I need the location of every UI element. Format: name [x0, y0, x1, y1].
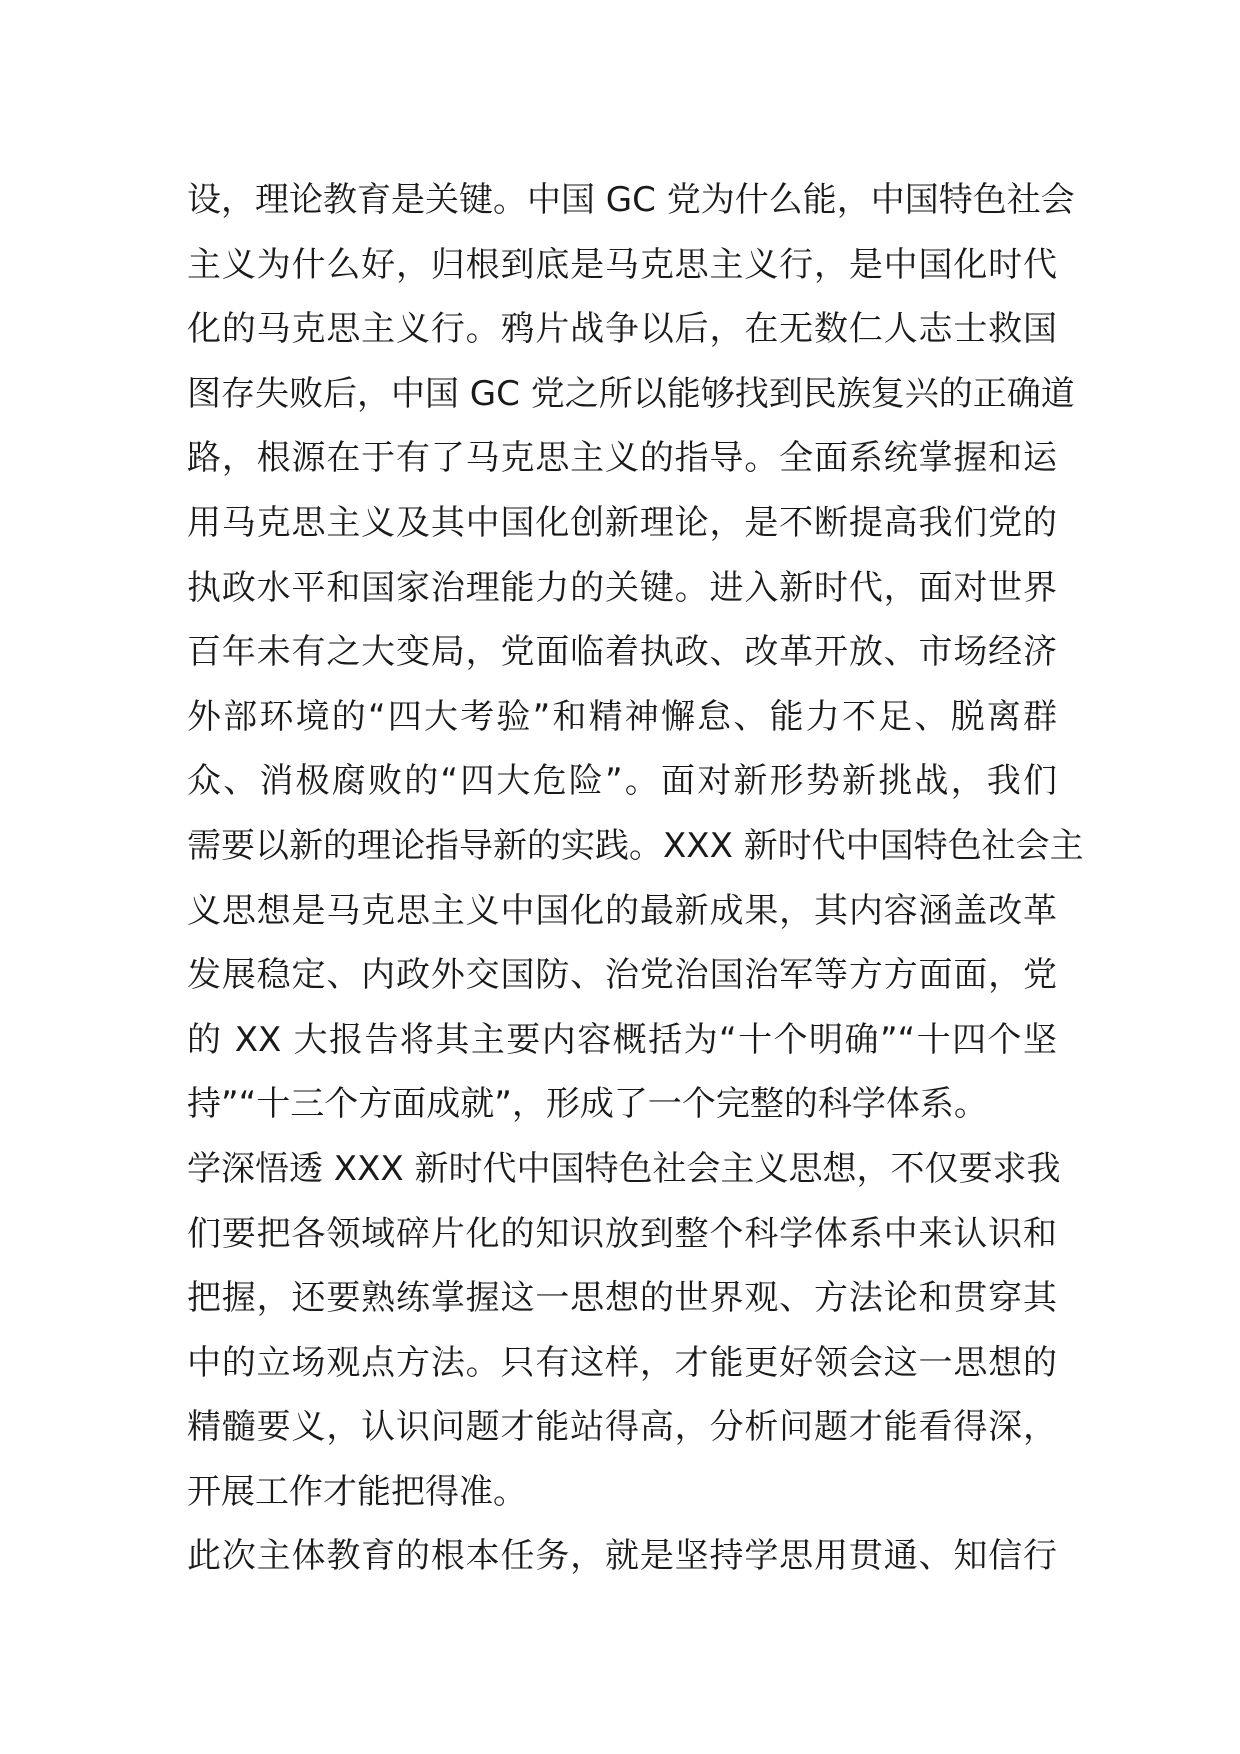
text-line: 用马克思主义及其中国化创新理论，是不断提高我们党的	[187, 502, 1057, 543]
text-line: 义思想是马克思主义中国化的最新成果，其内容涵盖改革	[187, 890, 1057, 931]
text-line: 主义为什么好，归根到底是马克思主义行，是中国化时代	[187, 244, 1057, 285]
text-line: 精髓要义，认识问题才能站得高，分析问题才能看得深，	[187, 1407, 1057, 1448]
text-line: 中的立场观点方法。只有这样，才能更好领会这一思想的	[187, 1342, 1057, 1383]
text-line: 百年未有之大变局，党面临着执政、改革开放、市场经济	[187, 632, 1057, 673]
text-line: 路，根源在于有了马克思主义的指导。全面系统掌握和运	[187, 438, 1057, 479]
text-line: 发展稳定、内政外交国防、治党治国治军等方方面面，党	[187, 955, 1057, 996]
text-line: 此次主体教育的根本任务，就是坚持学思用贯通、知信行	[187, 1536, 1057, 1577]
text-line: 图存失败后，中国 GC 党之所以能够找到民族复兴的正确道	[187, 373, 1075, 414]
text-line: 化的马克思主义行。鸦片战争以后，在无数仁人志士救国	[187, 309, 1057, 350]
text-line: 众、消极腐败的“四大危险”。面对新形势新挑战，我们	[187, 761, 1057, 802]
text-line: 把握，还要熟练掌握这一思想的世界观、方法论和贯穿其	[187, 1278, 1057, 1319]
text-line: 学深悟透 XXX 新时代中国特色社会主义思想，不仅要求我	[187, 1148, 1061, 1189]
text-line: 外部环境的“四大考验”和精神懈怠、能力不足、脱离群	[187, 696, 1057, 737]
text-line: 设，理论教育是关键。中国 GC 党为什么能，中国特色社会	[187, 180, 1075, 220]
text-line: 执政水平和国家治理能力的关键。进入新时代，面对世界	[187, 567, 1057, 608]
text-line: 持”“十三个方面成就”，形成了一个完整的科学体系。	[187, 1084, 988, 1125]
body-text	[187, 168, 1084, 1589]
text-line: 开展工作才能把得准。	[187, 1471, 527, 1512]
text-line: 们要把各领域碎片化的知识放到整个科学体系中来认识和	[187, 1213, 1057, 1254]
text-line: 的 XX 大报告将其主要内容概括为“十个明确”“十四个坚	[187, 1019, 1057, 1060]
text-line: 需要以新的理论指导新的实践。XXX 新时代中国特色社会主	[187, 825, 1084, 866]
